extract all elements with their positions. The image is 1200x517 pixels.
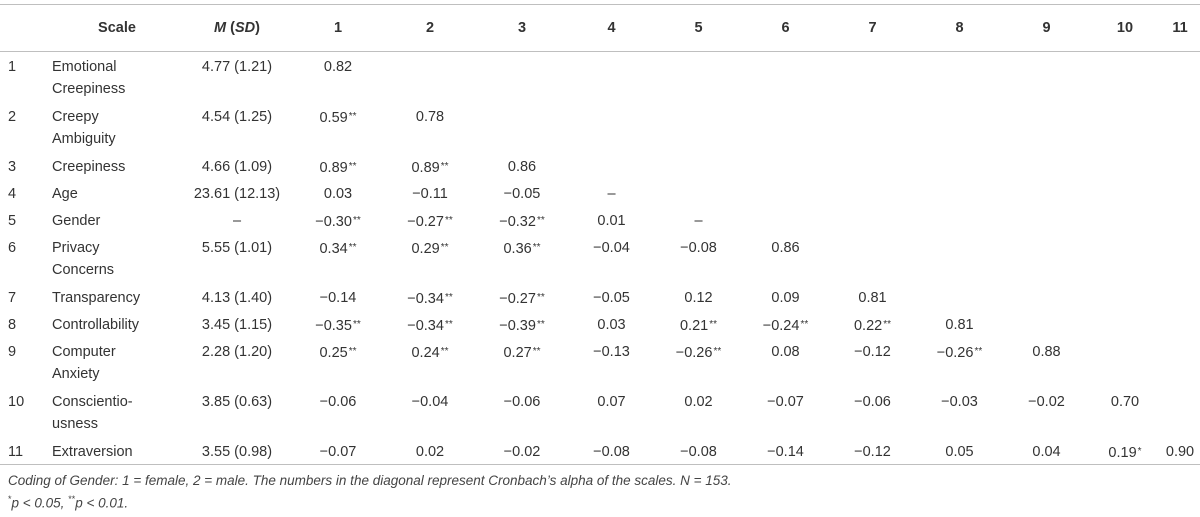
correlation-cell [916,283,1003,310]
row-mean-sd: 4.13 (1.40) [201,290,273,306]
table-row [0,152,1200,179]
row-mean-sd: 2.28 (1.20) [201,344,273,360]
correlation-cell: 0.36** [503,241,541,257]
significance-marker: ** [348,161,357,172]
correlation-cell: −0.04 [593,240,630,256]
row-scale-name [52,310,182,337]
footnote-line-1: Coding of Gender: 1 = female, 2 = male. The numbers in the diagonal represent Cronbach’s alpha of the scales. N = 153. [8,473,732,488]
correlation-cell [742,179,829,206]
scale-name-part: Emotional [52,59,117,75]
footnote-line-2 [8,490,732,513]
significance-marker: ** [536,319,545,330]
correlation-cell: −0.04 [411,394,449,410]
scale-name-part: Creepiness [52,159,126,175]
row-scale-name [52,152,182,179]
correlation-cell [1160,206,1200,233]
correlation-cell [476,52,568,103]
significance-marker: ** [883,319,892,330]
row-scale-name [52,206,182,233]
correlation-cell: 0.02 [684,394,713,410]
scale-name-part: Gender [52,213,101,229]
correlation-cell: −0.24** [762,318,809,334]
table-row [0,337,1200,387]
correlation-cell: −0.32** [499,214,545,230]
correlation-cell [1003,152,1090,179]
correlation-cell [742,102,829,152]
scale-name-part: Conscientio- [52,394,133,410]
header-col-5: 5 [694,20,703,36]
correlation-cell: 0.02 [415,444,445,460]
significance-marker: ** [440,161,449,172]
correlation-cell: −0.05 [593,290,630,306]
correlation-cell: 0.82 [323,59,353,75]
correlation-cell: 0.89** [411,160,449,176]
significance-marker: ** [440,242,449,253]
correlation-cell: −0.06 [319,394,357,410]
correlation-cell: −0.06 [503,394,541,410]
significance-marker: ** [800,319,809,330]
correlation-cell: 0.21** [679,318,718,334]
correlation-cell: −0.08 [593,444,630,460]
correlation-cell [1090,152,1160,179]
correlation-cell: −0.14 [767,444,804,460]
correlation-cell [1090,179,1160,206]
header-sd-symbol: SD [234,20,256,36]
correlation-cell: 0.70 [1110,394,1140,410]
header-col-7: 7 [868,20,877,36]
scale-name-part: Transparency [52,290,141,306]
correlation-cell: 0.59** [319,110,357,126]
row-index: 2 [8,109,17,125]
row-scale-name [52,52,182,103]
correlation-cell [829,152,916,179]
correlation-cell: −0.26** [675,345,722,361]
correlation-cell [1160,179,1200,206]
table-row [0,206,1200,233]
significance-marker: ** [532,346,541,357]
header-col-8: 8 [955,20,964,36]
correlation-cell [916,152,1003,179]
significance-marker: ** [536,215,545,226]
correlation-cell: 0.25** [319,345,357,361]
correlation-cell: −0.14 [319,290,357,306]
correlation-cell: −0.12 [854,444,891,460]
correlation-cell [655,102,742,152]
scale-name-part: Anxiety [52,366,100,382]
row-mean-sd: 3.85 (0.63) [201,394,273,410]
row-scale-name [52,233,182,283]
row-mean-sd: 4.77 (1.21) [201,59,273,75]
correlation-cell: −0.13 [593,344,630,360]
correlation-cell: 0.04 [1032,444,1061,460]
correlation-cell: 0.07 [597,394,626,410]
significance-marker: ** [348,111,357,122]
significance-marker: ** [444,215,453,226]
correlation-cell: 0.86 [771,240,800,256]
header-col-1: 1 [333,20,343,36]
header-index [0,5,52,52]
correlation-cell [655,152,742,179]
significance-marker: ** [348,346,357,357]
correlation-cell: −0.02 [503,444,541,460]
scale-name-part: usness [52,416,98,432]
table-row [0,102,1200,152]
significance-marker: ** [440,346,449,357]
correlation-cell [1003,206,1090,233]
correlation-cell [1090,337,1160,387]
correlation-cell [829,52,916,103]
correlation-cell [742,206,829,233]
correlation-cell [829,233,916,283]
correlation-cell [916,233,1003,283]
correlation-cell: 0.09 [771,290,800,306]
correlation-cell: 0.05 [945,444,974,460]
correlation-cell: – [694,213,703,229]
row-index: 11 [8,444,24,460]
correlation-cell [742,52,829,103]
correlation-table [0,4,1200,465]
row-index: 9 [8,344,17,360]
row-mean-sd: 4.54 (1.25) [201,109,273,125]
significance-marker: ** [348,242,357,253]
correlation-cell [1003,102,1090,152]
significance-marker: ** [709,319,718,330]
row-scale-name [52,283,182,310]
correlation-cell: 0.19* [1108,445,1142,461]
correlation-cell: 0.24** [411,345,449,361]
table-row [0,437,1200,465]
scale-name-part: Creepy [52,109,99,125]
row-mean-sd: 4.66 (1.09) [201,159,273,175]
correlation-cell: 0.78 [415,109,445,125]
scale-name-part: Creepiness [52,81,126,97]
correlation-cell: −0.07 [767,394,804,410]
table-header-row [0,5,1200,52]
correlation-cell: −0.05 [503,186,541,202]
scale-name-part: Extraversion [52,444,133,460]
correlation-cell: −0.07 [319,444,357,460]
significance-marker: ** [444,319,453,330]
correlation-cell: 0.88 [1032,344,1061,360]
scale-name-part: Concerns [52,262,115,278]
correlation-cell [568,52,655,103]
correlation-cell [1160,52,1200,103]
row-index: 4 [8,186,17,202]
correlation-cell: −0.26** [936,345,983,361]
row-index: 7 [8,290,17,306]
table-row [0,233,1200,283]
table-row [0,310,1200,337]
correlation-cell: −0.34** [407,291,453,307]
correlation-cell [1090,233,1160,283]
correlation-cell [384,52,476,103]
correlation-cell [655,179,742,206]
scale-name-part: Controllability [52,317,140,333]
significance-marker: ** [352,319,361,330]
correlation-cell: −0.02 [1028,394,1065,410]
row-scale-name [52,387,182,437]
correlation-cell: 0.90 [1165,444,1195,460]
row-index: 8 [8,317,17,333]
significance-marker: ** [713,346,722,357]
row-mean-sd: – [232,213,242,229]
significance-marker: ** [532,242,541,253]
row-scale-name [52,437,182,465]
footnote-single-star: * [8,494,12,504]
correlation-cell [568,102,655,152]
table-row [0,52,1200,103]
correlation-cell: 0.22** [853,318,892,334]
correlation-cell: −0.12 [854,344,891,360]
header-col-3: 3 [517,20,527,36]
correlation-cell: 0.03 [323,186,353,202]
correlation-cell [829,179,916,206]
row-index: 6 [8,240,17,256]
correlation-cell: 0.89** [319,160,357,176]
table-footnote [8,471,732,513]
row-scale-name [52,179,182,206]
correlation-table-container [0,4,1200,465]
row-index: 10 [8,394,25,410]
row-index: 1 [8,59,17,75]
correlation-cell: −0.34** [407,318,453,334]
correlation-cell: −0.08 [680,444,717,460]
row-scale-name [52,102,182,152]
correlation-cell [1090,206,1160,233]
significance-marker: ** [974,346,983,357]
significance-marker: ** [536,292,545,303]
correlation-cell: −0.08 [680,240,717,256]
correlation-cell [916,206,1003,233]
scale-name-part: Privacy [52,240,100,256]
row-mean-sd: 23.61 (12.13) [193,186,281,202]
correlation-cell: −0.06 [854,394,891,410]
row-mean-sd: 5.55 (1.01) [201,240,273,256]
correlation-cell [1160,337,1200,387]
correlation-cell [1003,283,1090,310]
footnote-p05: p < 0.05, [11,495,69,511]
correlation-cell: 0.29** [411,241,449,257]
correlation-cell: 0.86 [507,159,537,175]
table-row [0,283,1200,310]
correlation-cell: 0.81 [945,317,974,333]
correlation-cell [1003,310,1090,337]
row-mean-sd: 3.45 (1.15) [201,317,273,333]
row-index: 3 [8,159,17,175]
correlation-cell [1003,52,1090,103]
scale-name-part: Ambiguity [52,131,116,147]
footnote-double-star: ** [68,494,76,504]
correlation-cell: 0.03 [597,317,626,333]
correlation-cell: −0.39** [499,318,545,334]
table-row [0,387,1200,437]
correlation-cell: −0.27** [407,214,453,230]
correlation-cell [916,52,1003,103]
correlation-cell: 0.27** [503,345,541,361]
correlation-cell: −0.35** [315,318,361,334]
correlation-cell: −0.03 [941,394,978,410]
table-body [0,52,1200,465]
correlation-cell: −0.27** [499,291,545,307]
correlation-cell [1003,179,1090,206]
correlation-cell [829,206,916,233]
correlation-cell [829,102,916,152]
significance-marker: ** [352,215,361,226]
correlation-cell [655,52,742,103]
correlation-cell: −0.11 [412,186,448,202]
scale-name-part: Computer [52,344,116,360]
correlation-cell [476,102,568,152]
correlation-cell: −0.30** [315,214,361,230]
correlation-cell [1160,283,1200,310]
correlation-cell [568,152,655,179]
row-index: 5 [8,213,17,229]
correlation-cell [1090,310,1160,337]
correlation-cell: 0.34** [319,241,357,257]
header-mean-symbol: M [214,20,227,36]
table-header [0,5,1200,52]
header-mean-sd: M (SD) [214,20,260,36]
header-col-2: 2 [425,20,435,36]
correlation-cell [1160,310,1200,337]
table-row [0,179,1200,206]
header-scale: Scale [98,20,136,36]
correlation-cell [1160,233,1200,283]
scale-name-part: Age [52,186,78,202]
correlation-cell: 0.81 [858,290,887,306]
correlation-cell: 0.12 [684,290,713,306]
header-col-9: 9 [1042,20,1051,36]
correlation-cell [1160,152,1200,179]
correlation-cell [916,179,1003,206]
correlation-cell: 0.01 [597,213,626,229]
correlation-cell [1160,102,1200,152]
correlation-cell [916,102,1003,152]
correlation-cell [1090,283,1160,310]
correlation-cell [1090,102,1160,152]
correlation-cell [1090,52,1160,103]
correlation-cell [1160,387,1200,437]
correlation-cell [742,152,829,179]
row-scale-name [52,337,182,387]
significance-marker: ** [444,292,453,303]
correlation-cell: 0.08 [771,344,800,360]
header-col-11: 11 [1172,20,1188,36]
header-col-4: 4 [607,20,616,36]
footnote-p01: p < 0.01. [75,495,129,511]
header-col-10: 10 [1116,20,1134,36]
row-mean-sd: 3.55 (0.98) [201,444,273,460]
significance-marker: * [1137,446,1142,457]
correlation-cell: – [607,186,616,202]
header-col-6: 6 [781,20,790,36]
correlation-cell [1003,233,1090,283]
